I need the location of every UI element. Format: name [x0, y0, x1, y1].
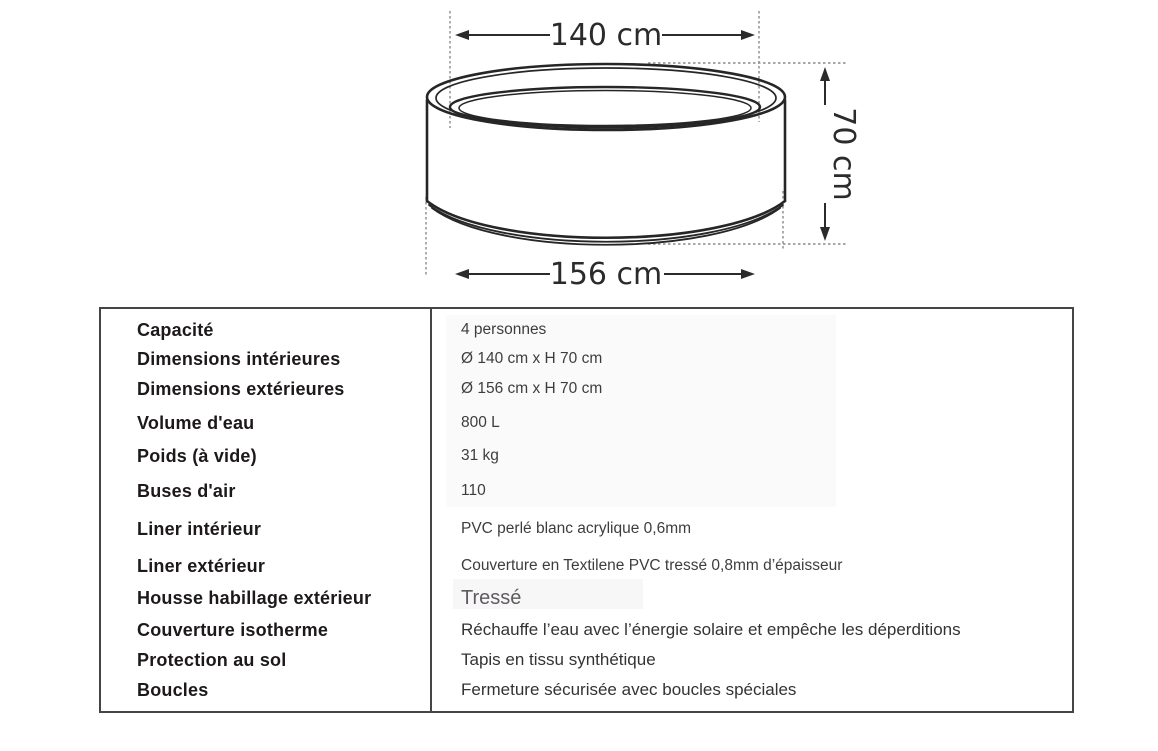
table-row [101, 318, 1072, 342]
spec-value: 800 L [461, 414, 500, 431]
dimension-label-side: 70 cm [826, 107, 861, 201]
table-row [101, 618, 1072, 642]
spec-label: Liner intérieur [137, 519, 262, 539]
arrowhead-left-icon [455, 30, 469, 40]
spec-label: Dimensions extérieures [137, 379, 345, 399]
table-row [101, 377, 1072, 401]
dimension-label-top: 140 cm [549, 18, 663, 53]
table-row [101, 479, 1072, 503]
spec-value: Fermeture sécurisée avec boucles spéciales [461, 680, 797, 699]
table-row [101, 347, 1072, 371]
spec-value: PVC perlé blanc acrylique 0,6mm [461, 520, 692, 537]
table-row [101, 586, 1072, 610]
spec-value: 31 kg [461, 447, 499, 464]
table-row [101, 678, 1072, 702]
spec-value: Couverture en Textilene PVC tressé 0,8mm d’épaisseur [461, 557, 843, 574]
spec-table [99, 307, 1074, 713]
arrowhead-up-icon [820, 67, 830, 81]
spec-label: Buses d'air [137, 481, 236, 501]
spec-value: 4 personnes [461, 321, 547, 338]
table-row [101, 648, 1072, 672]
spec-label: Housse habillage extérieur [137, 588, 372, 608]
spec-value: 110 [461, 482, 486, 499]
spec-value: Ø 140 cm x H 70 cm [461, 350, 603, 367]
arrowhead-left-icon [455, 269, 469, 279]
spa-diagram-svg [400, 5, 880, 300]
table-row [101, 517, 1072, 541]
arrowhead-right-icon [741, 30, 755, 40]
spec-label: Protection au sol [137, 650, 287, 670]
spec-label: Poids (à vide) [137, 446, 257, 466]
spec-value: Tressé [461, 587, 522, 609]
spec-label: Boucles [137, 680, 209, 700]
spa-dimension-diagram [400, 5, 880, 300]
spec-label: Volume d'eau [137, 413, 255, 433]
arrowhead-right-icon [741, 269, 755, 279]
spec-label: Couverture isotherme [137, 620, 329, 640]
spec-label: Dimensions intérieures [137, 349, 341, 369]
spa-tub-drawing [427, 64, 785, 245]
spec-label: Capacité [137, 320, 214, 340]
arrowhead-down-icon [820, 227, 830, 241]
dimension-width-top [455, 18, 755, 53]
spec-value: Réchauffe l’eau avec l’énergie solaire et empêche les déperditions [461, 620, 961, 639]
spec-value: Ø 156 cm x H 70 cm [461, 380, 603, 397]
table-row [101, 444, 1072, 468]
table-row [101, 411, 1072, 435]
spec-label: Liner extérieur [137, 556, 266, 576]
dimension-width-bottom [455, 257, 755, 292]
dimension-height-side [820, 67, 861, 241]
spec-value: Tapis en tissu synthétique [461, 650, 656, 669]
table-row [101, 554, 1072, 578]
dimension-label-bottom: 156 cm [549, 257, 663, 292]
